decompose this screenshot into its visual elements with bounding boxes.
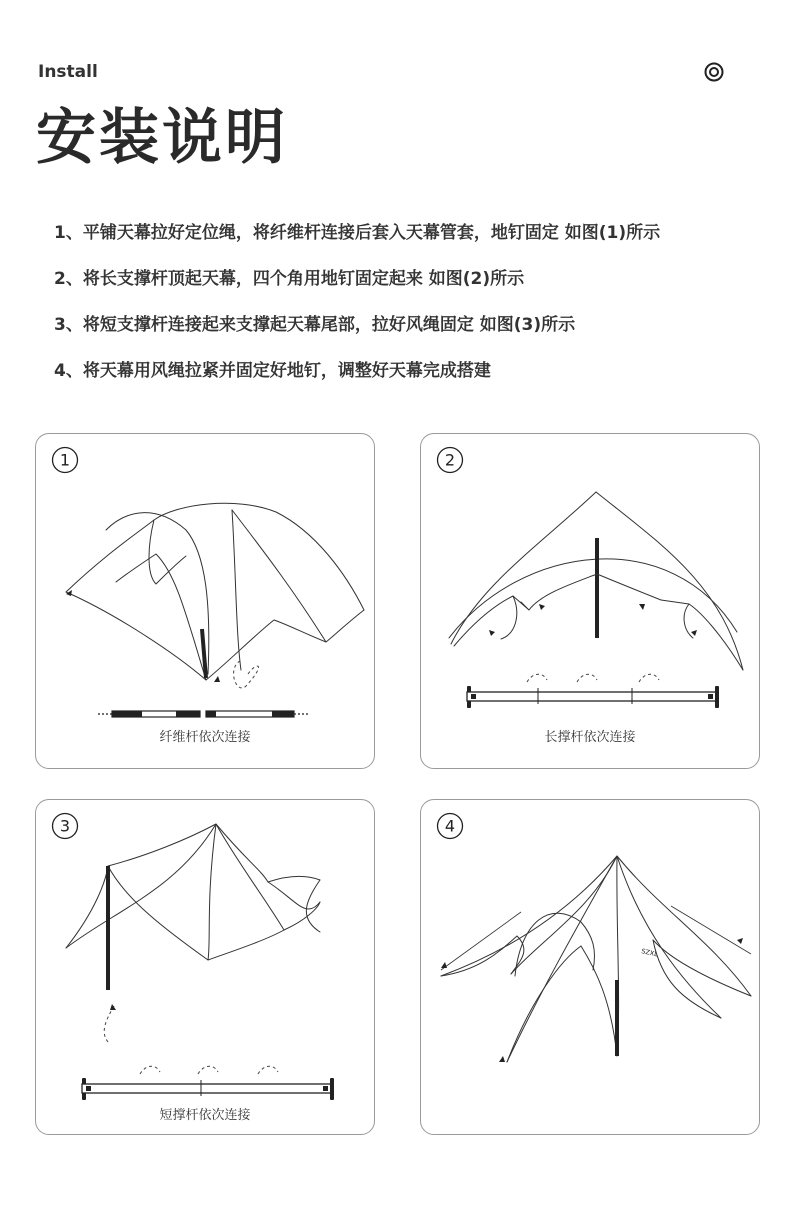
figure-caption: 长撑杆依次连接 — [544, 730, 636, 745]
short-pole-segments — [82, 1066, 334, 1100]
section-eyebrow: Install — [38, 62, 98, 82]
figure-number-badge — [436, 812, 464, 840]
tent-center-pole-illustration — [421, 434, 759, 768]
figure-number-badge — [51, 812, 79, 840]
figure-panel-1 — [35, 433, 375, 769]
tent-finished-illustration — [421, 800, 759, 1134]
figure-number-badge — [51, 446, 79, 474]
figure-caption: 纤维杆依次连接 — [159, 730, 251, 745]
svg-text:2: 2 — [444, 450, 456, 470]
tent-logo: SZXL — [640, 947, 659, 959]
page-title: 安装说明 — [36, 103, 288, 173]
step-item: 3、将短支撑杆连接起来支撑起天幕尾部，拉好风绳固定 如图(3)所示 — [54, 315, 576, 335]
svg-text:3: 3 — [59, 816, 71, 836]
figure-panel-2 — [420, 433, 760, 769]
step-item: 1、平铺天幕拉好定位绳，将纤维杆连接后套入天幕管套，地钉固定 如图(1)所示 — [54, 223, 661, 243]
figure-panel-4 — [420, 799, 760, 1135]
svg-text:1: 1 — [59, 450, 71, 470]
figure-panel-3 — [35, 799, 375, 1135]
target-icon — [704, 62, 724, 82]
svg-text:4: 4 — [444, 816, 456, 836]
tent-short-pole-illustration — [36, 800, 374, 1134]
tent-arch-illustration — [36, 434, 374, 768]
instruction-steps — [54, 220, 660, 404]
long-pole-segments — [467, 674, 719, 708]
figure-number-badge — [436, 446, 464, 474]
figure-caption: 短撑杆依次连接 — [159, 1108, 251, 1123]
step-item: 4、将天幕用风绳拉紧并固定好地钉，调整好天幕完成搭建 — [54, 361, 491, 381]
step-item: 2、将长支撑杆顶起天幕，四个角用地钉固定起来 如图(2)所示 — [54, 269, 525, 289]
fiber-pole-segments — [98, 711, 308, 717]
